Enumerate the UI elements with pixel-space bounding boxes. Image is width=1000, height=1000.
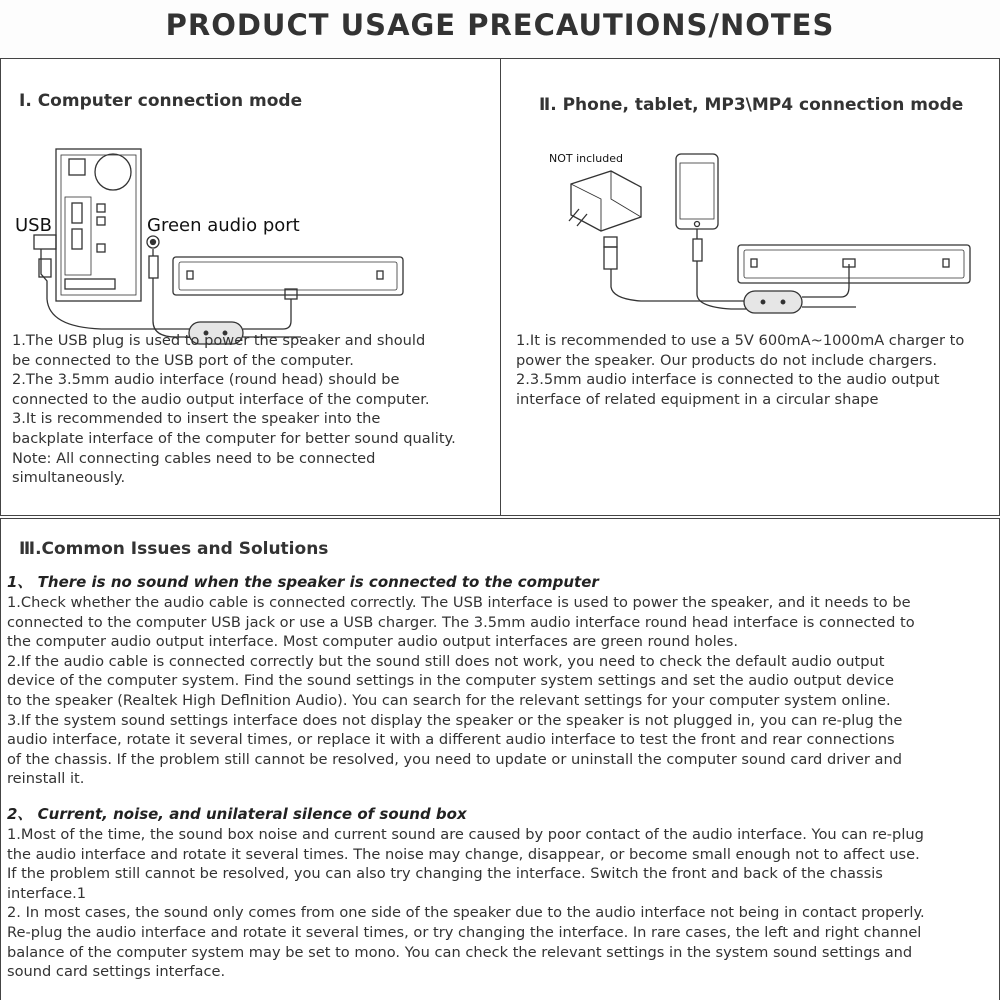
issue2-text bbox=[7, 825, 925, 982]
text-line: to the speaker (Realtek High Deflnition Audio). You can search for the relevant settings for your computer system online. bbox=[7, 691, 891, 709]
text-line: Re-plug the audio interface and rotate it several times, or try changing the interface. In rare cases, the left and right channel bbox=[7, 923, 922, 941]
text-line: If the problem still cannot be resolved, you can also try changing the interface. Switch the front and back of the chassis bbox=[7, 865, 883, 883]
section1-heading: Ⅰ. Computer connection mode bbox=[19, 91, 303, 111]
text-line: interface of related equipment in a circular shape bbox=[516, 390, 879, 408]
text-line: connected to the computer USB jack or use a USB charger. The 3.5mm audio interface round head interface is connected to bbox=[7, 613, 915, 631]
text-line: Note: All connecting cables need to be connected bbox=[12, 449, 376, 467]
text-line: 1.The USB plug is used to power the speaker and should bbox=[12, 332, 426, 349]
text-line: interface.1 bbox=[7, 884, 87, 902]
text-line: sound card settings interface. bbox=[7, 963, 226, 981]
text-line: reinstall it. bbox=[7, 770, 85, 788]
text-line: 1.It is recommended to use a 5V 600mA~1000mA charger to bbox=[516, 332, 965, 349]
text-line: 2. In most cases, the sound only comes from one side of the speaker due to the audio interface not being in contact properly. bbox=[7, 904, 925, 922]
text-line: 3.If the system sound settings interface does not display the speaker or the speaker is not plugged in, you can re-plug the bbox=[7, 711, 903, 729]
phone-connection-diagram bbox=[501, 59, 1000, 329]
section2-text bbox=[516, 331, 964, 409]
computer-connection-diagram bbox=[1, 59, 501, 329]
text-line: 1.Check whether the audio cable is connected correctly. The USB interface is used to power the speaker, and it needs to be bbox=[7, 594, 911, 611]
text-line: simultaneously. bbox=[12, 469, 126, 487]
text-line: backplate interface of the computer for better sound quality. bbox=[12, 429, 456, 447]
usb-label: USB bbox=[15, 215, 52, 236]
text-line: balance of the computer system may be set to mono. You can check the relevant settings in the system sound settings and bbox=[7, 943, 913, 961]
text-line: 3.It is recommended to insert the speaker into the bbox=[12, 410, 381, 428]
green-audio-port-label: Green audio port bbox=[147, 215, 300, 236]
section1-text bbox=[12, 331, 456, 488]
text-line: the computer audio output interface. Most computer audio output interfaces are green round holes. bbox=[7, 633, 739, 651]
text-line: power the speaker. Our products do not include chargers. bbox=[516, 351, 938, 369]
section2-heading: Ⅱ. Phone, tablet, MP3\MP4 connection mode bbox=[539, 95, 964, 115]
issue2-title: 2、 Current, noise, and unilateral silence of sound box bbox=[7, 805, 467, 823]
issue1-title: 1、 There is no sound when the speaker is connected to the computer bbox=[7, 573, 599, 591]
text-line: 2.3.5mm audio interface is connected to the audio output bbox=[516, 371, 940, 389]
section3-heading: Ⅲ.Common Issues and Solutions bbox=[19, 539, 329, 559]
text-line: connected to the audio output interface of the computer. bbox=[12, 390, 430, 408]
text-line: 2.The 3.5mm audio interface (round head) should be bbox=[12, 371, 400, 389]
issue1-text bbox=[7, 593, 915, 789]
page-title: PRODUCT USAGE PRECAUTIONS/NOTES bbox=[165, 8, 835, 42]
computer-connection-panel bbox=[0, 58, 502, 516]
text-line: audio interface, rotate it several times, or replace it with a different audio interface to test the front and rear connections bbox=[7, 731, 895, 749]
not-included-label: NOT included bbox=[549, 152, 623, 165]
text-line: 1.Most of the time, the sound box noise and current sound are caused by poor contact of the audio interface. You can re-plug bbox=[7, 826, 924, 843]
text-line: be connected to the USB port of the computer. bbox=[12, 351, 354, 369]
text-line: the audio interface and rotate it several times. The noise may change, disappear, or become small enough not to affect use. bbox=[7, 845, 920, 863]
phone-connection-panel bbox=[500, 58, 1000, 516]
text-line: 2.If the audio cable is connected correctly but the sound still does not work, you need to check the default audio output bbox=[7, 652, 885, 670]
common-issues-panel bbox=[0, 518, 1000, 1000]
text-line: of the chassis. If the problem still cannot be resolved, you need to update or uninstall the computer sound card driver and bbox=[7, 750, 902, 768]
text-line: device of the computer system. Find the sound settings in the computer system settings and set the audio output device bbox=[7, 672, 895, 690]
